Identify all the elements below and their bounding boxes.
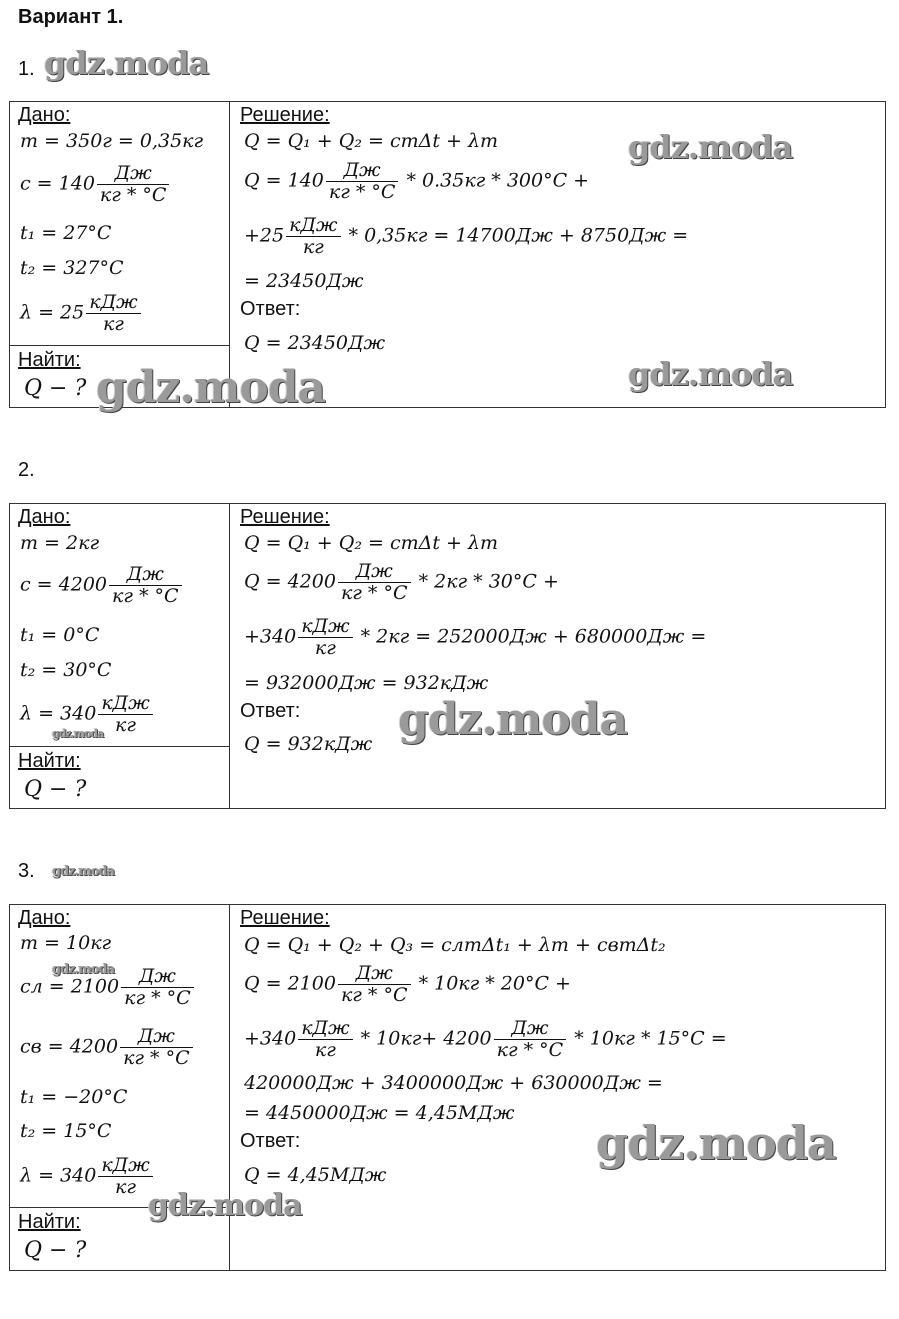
solution-line: = 932000Дж = 932кДж	[244, 672, 489, 694]
given-t1: t₁ = 0°C	[20, 624, 100, 646]
watermark: gdz.moda	[628, 128, 793, 166]
answer-label: Ответ:	[240, 700, 301, 722]
answer-label: Ответ:	[240, 1130, 301, 1152]
find-value: Q − ?	[24, 777, 87, 802]
divider	[9, 746, 230, 747]
solution-line: +340 $\frac{\text{кДж}}{кг}$ * 10кг+ 4200 $\frac{Дж}{кг * ^\circ C}$ * 10кг * 15°C =	[244, 1017, 727, 1061]
given-lambda: λ = 340 $\frac{\text{кДж}}{кг}$	[20, 693, 155, 736]
given-mass: m = 350г = 0,35кг	[20, 130, 204, 152]
watermark: gdz.moda	[52, 962, 115, 977]
given-mass: m = 2кг	[20, 532, 100, 554]
problem-2-number: 2.	[18, 459, 35, 481]
given-lambda: λ = 340 $\frac{\text{кДж}}{кг}$	[20, 1155, 155, 1198]
given-heat-capacity-water: cв = 4200 $\frac{Дж}{кг * ^\circ C}$	[20, 1026, 195, 1069]
given-t2: t₂ = 327°C	[20, 257, 124, 279]
answer-value: Q = 4,45МДж	[244, 1164, 387, 1186]
given-label: Дано:	[18, 907, 71, 929]
solution-line: Q = Q₁ + Q₂ = cmΔt + λm	[244, 532, 499, 554]
problem-1-number: 1.	[18, 58, 35, 80]
divider	[9, 345, 230, 346]
answer-label: Ответ:	[240, 298, 301, 320]
watermark: gdz.moda	[628, 355, 793, 393]
solution-line: = 23450Дж	[244, 270, 364, 292]
answer-value: Q = 23450Дж	[244, 332, 386, 354]
given-lambda: λ = 25 $\frac{\text{кДж}}{кг}$	[20, 292, 143, 335]
solution-line: Q = 140 $\frac{Дж}{кг * ^\circ C}$ * 0.35кг * 300°C +	[244, 159, 590, 203]
given-label: Дано:	[18, 506, 71, 528]
solution-line: 420000Дж + 3400000Дж + 630000Дж =	[244, 1072, 663, 1094]
given-t2: t₂ = 30°C	[20, 659, 112, 681]
watermark: gdz.moda	[96, 362, 326, 413]
find-value: Q − ?	[24, 1238, 87, 1263]
given-label: Дано:	[18, 104, 71, 126]
find-label: Найти:	[18, 1211, 81, 1233]
solution-label: Решение:	[240, 506, 330, 528]
watermark: gdz.moda	[596, 1116, 836, 1170]
given-heat-capacity: c = 4200 $\frac{Дж}{кг * ^\circ C}$	[20, 564, 184, 607]
variant-title: Вариант 1.	[18, 6, 124, 28]
divider	[229, 503, 230, 809]
given-heat-capacity: c = 140 $\frac{Дж}{кг * ^\circ C}$	[20, 163, 171, 206]
given-t1: t₁ = 27°C	[20, 222, 112, 244]
solution-line: Q = Q₁ + Q₂ = cmΔt + λm	[244, 130, 499, 152]
given-heat-capacity-ice: cл = 2100 $\frac{Дж}{кг * ^\circ C}$	[20, 966, 196, 1009]
solution-line: +25 $\frac{\text{кДж}}{кг}$ * 0,35кг = 14700Дж + 8750Дж =	[244, 214, 689, 258]
find-label: Найти:	[18, 750, 81, 772]
given-t1: t₁ = −20°C	[20, 1086, 128, 1108]
solution-line: Q = 2100 $\frac{Дж}{кг * ^\circ C}$ * 10кг * 20°C +	[244, 962, 571, 1006]
watermark: gdz.moda	[398, 694, 628, 745]
problem-3-number: 3.	[18, 860, 35, 882]
solution-line: Q = Q₁ + Q₂ + Q₃ = cлmΔt₁ + λm + cвmΔt₂	[244, 934, 666, 956]
solution-line: +340 $\frac{\text{кДж}}{кг}$ * 2кг = 252000Дж + 680000Дж =	[244, 615, 707, 659]
watermark: gdz.moda	[148, 1188, 302, 1223]
solution-line: = 4450000Дж = 4,45МДж	[244, 1102, 515, 1124]
solution-label: Решение:	[240, 104, 330, 126]
find-label: Найти:	[18, 349, 81, 371]
watermark: gdz.moda	[52, 727, 104, 740]
watermark: gdz.moda	[52, 864, 115, 879]
solution-line: Q = 4200 $\frac{Дж}{кг * ^\circ C}$ * 2кг * 30°C +	[244, 560, 559, 604]
solution-label: Решение:	[240, 907, 330, 929]
watermark: gdz.moda	[44, 44, 209, 82]
given-t2: t₂ = 15°C	[20, 1120, 112, 1142]
given-mass: m = 10кг	[20, 932, 112, 954]
answer-value: Q = 932кДж	[244, 733, 373, 755]
find-value: Q − ?	[24, 376, 87, 401]
